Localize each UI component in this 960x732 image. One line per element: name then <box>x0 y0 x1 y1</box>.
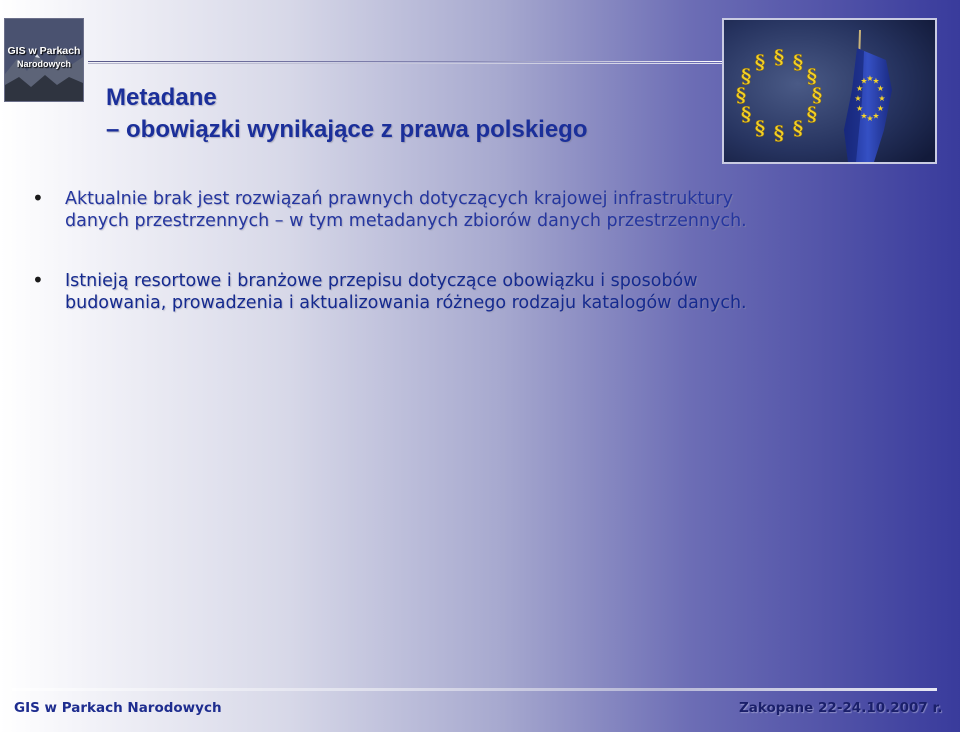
footer-date-place: Zakopane 22-24.10.2007 r. <box>739 700 943 716</box>
paragraph-symbol-icon: § <box>806 64 818 88</box>
bullet-1-line-1: Aktualnie brak jest rozwiązań prawnych dotyczących krajowej infrastruktury <box>65 189 733 209</box>
paragraph-symbol-icon: § <box>754 115 766 140</box>
eu-star-icon: ★ <box>878 94 886 103</box>
paragraph-symbol-icon: § <box>740 64 752 88</box>
bullet-2-line-1: Istnieją resortowe i branżowe przepisu dotyczące obowiązku i sposobów <box>65 271 698 291</box>
bullet-1-line-2: danych przestrzennych – w tym metadanych zbiorów danych przestrzennych. <box>65 211 747 231</box>
eu-star-icon: ★ <box>876 104 884 113</box>
eu-star-icon: ★ <box>856 84 864 93</box>
bullet-text-2 <box>65 270 945 314</box>
paragraph-symbol-icon: § <box>792 50 804 75</box>
paragraph-symbol-icon: § <box>806 102 818 126</box>
footer-event-name: GIS w Parkach Narodowych <box>14 700 222 716</box>
eu-star-icon: ★ <box>860 111 868 121</box>
paragraph-symbol-icon: § <box>811 83 823 107</box>
paragraph-symbol-icon: § <box>773 45 785 69</box>
eu-star-icon: ★ <box>856 104 864 113</box>
slide-subtitle: – obowiązki wynikające z prawa polskiego <box>106 116 588 143</box>
paragraph-symbol-icon: § <box>740 102 752 126</box>
paragraph-symbol-icon: § <box>773 121 785 145</box>
bullet-2-line-2: budowania, prowadzenia i aktualizowania różnego rodzaju katalogów danych. <box>65 293 747 313</box>
gis-logo <box>4 18 84 102</box>
slide-title: Metadane <box>106 84 217 111</box>
eu-star-icon: ★ <box>876 84 884 93</box>
top-divider <box>88 61 723 62</box>
eu-flag-paragraph-icon <box>724 20 935 162</box>
eu-star-icon: ★ <box>872 76 880 86</box>
footer-divider <box>12 688 937 691</box>
paragraph-symbol-icon: § <box>792 115 804 140</box>
top-divider-shadow <box>88 63 723 64</box>
logo-line2: Narodowych <box>16 59 71 69</box>
bullet-dot: • <box>32 268 44 292</box>
paragraph-symbol-icon: § <box>735 83 747 107</box>
bullet-text-1 <box>65 188 945 232</box>
bullet-dot: • <box>32 186 44 210</box>
eu-star-icon: ★ <box>866 74 874 83</box>
paragraph-symbol-icon: § <box>754 50 766 75</box>
eu-star-icon: ★ <box>872 111 880 121</box>
eu-law-photo <box>722 18 937 164</box>
logo-line1: GIS w Parkach <box>7 45 81 57</box>
eu-star-icon: ★ <box>860 76 868 86</box>
eu-star-icon: ★ <box>866 114 874 123</box>
eu-star-icon: ★ <box>854 94 862 103</box>
